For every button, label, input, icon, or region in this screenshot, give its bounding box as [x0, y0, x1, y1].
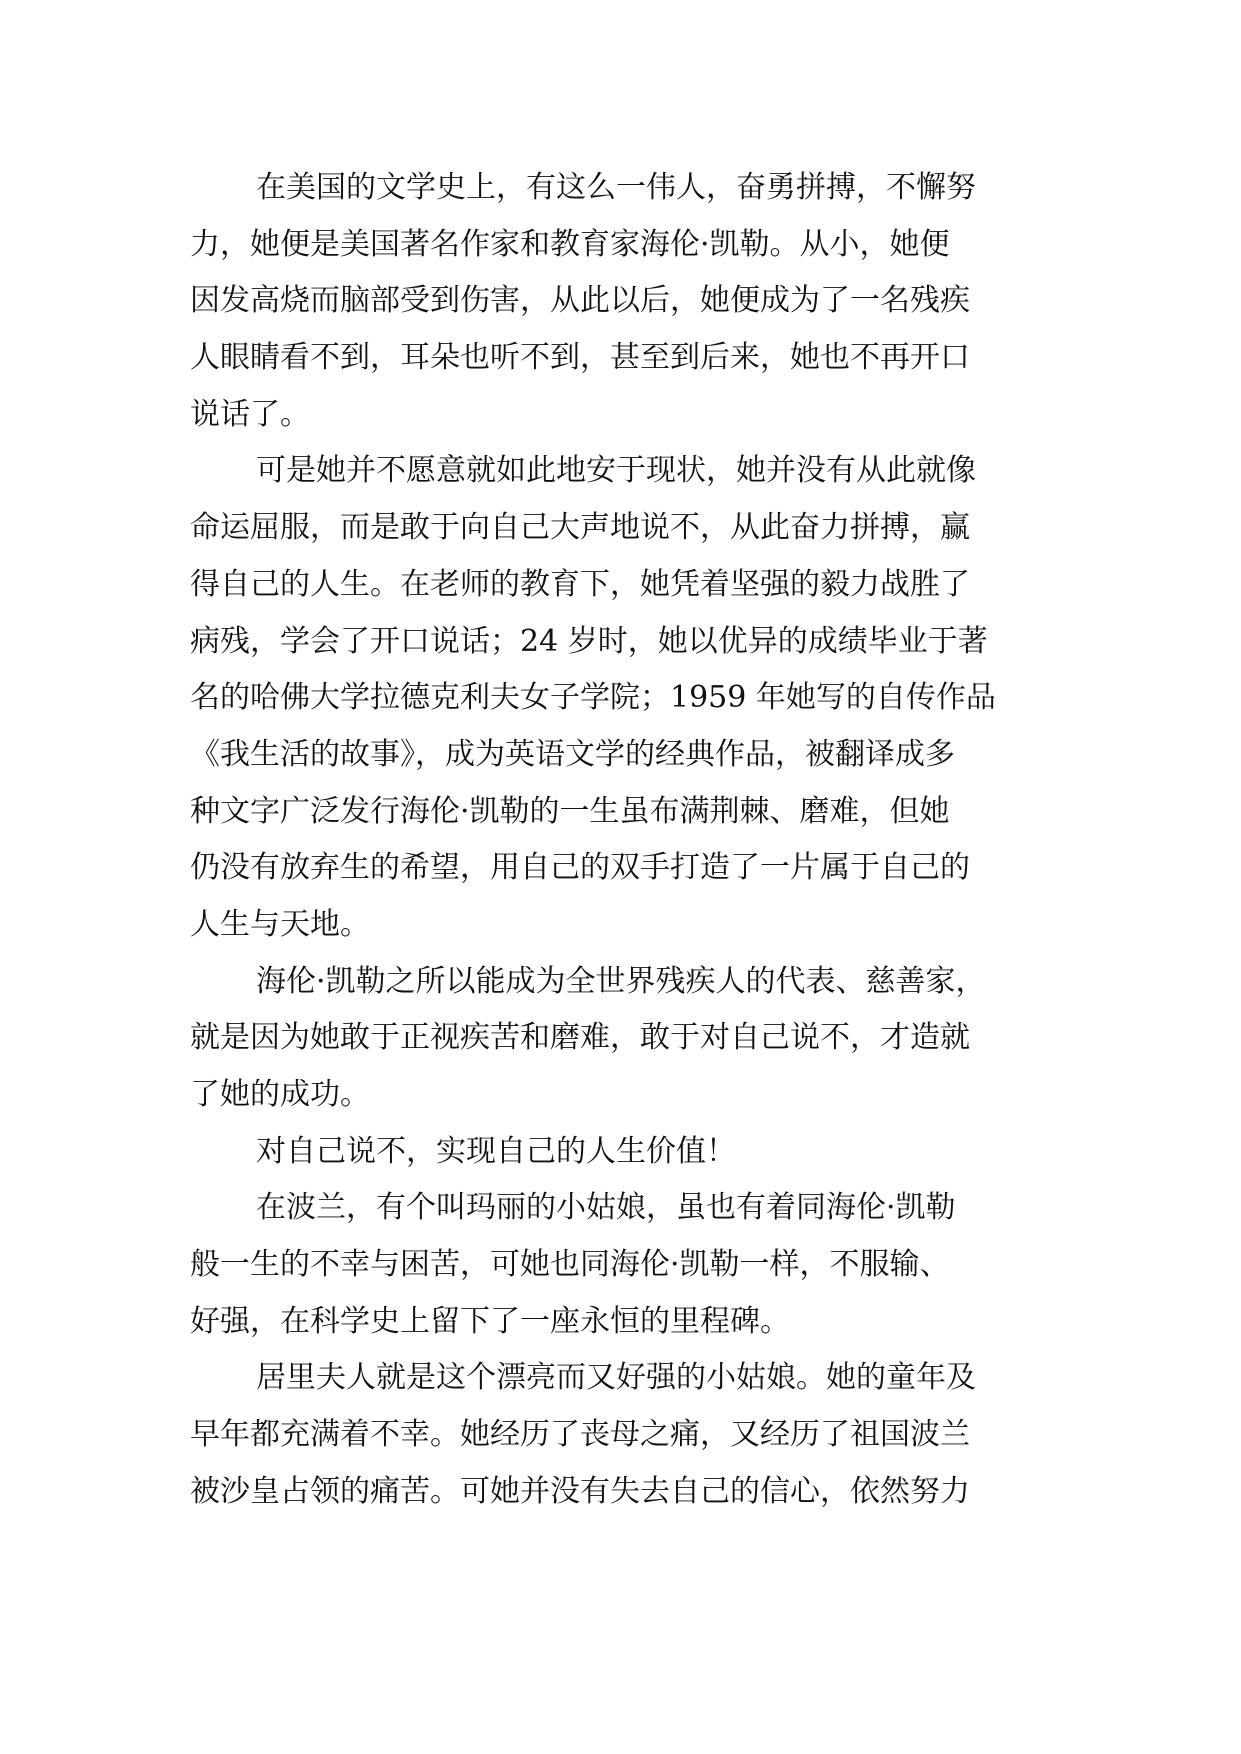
text-line: 就是因为她敢于正视疾苦和磨难，敢于对自己说不，才造就 [190, 1020, 970, 1056]
text-line: 好强，在科学史上留下了一座永恒的里程碑。 [190, 1303, 790, 1339]
text-line: 居里夫人就是这个漂亮而又好强的小姑娘。她的童年及 [256, 1360, 976, 1396]
text-line: 可是她并不愿意就如此地安于现状，她并没有从此就像 [256, 453, 976, 489]
text-line: 对自己说不，实现自己的人生价值！ [256, 1133, 736, 1169]
text-line: 因发高烧而脑部受到伤害，从此以后，她便成为了一名残疾 [190, 283, 970, 319]
text-line: 得自己的人生。在老师的教育下，她凭着坚强的毅力战胜了 [190, 566, 970, 602]
text-line: 说话了。 [190, 396, 310, 432]
text-line: 种文字广泛发行海伦·凯勒的一生虽布满荆棘、磨难，但她 [190, 793, 950, 829]
text-line: 《我生活的故事》，成为英语文学的经典作品，被翻译成多 [190, 736, 955, 772]
text-line: 人生与天地。 [190, 906, 370, 942]
text-line: 仍没有放弃生的希望，用自己的双手打造了一片属于自己的 [190, 850, 970, 886]
text-line: 命运屈服，而是敢于向自己大声地说不，从此奋力拼搏，赢 [190, 510, 970, 546]
text-line: 在波兰，有个叫玛丽的小姑娘，虽也有着同海伦·凯勒 [256, 1190, 956, 1226]
text-line: 人眼睛看不到，耳朵也听不到，甚至到后来，她也不再开口 [190, 340, 970, 376]
text-line: 病残，学会了开口说话；24 岁时，她以优异的成绩毕业于著 [190, 623, 988, 659]
text-line: 被沙皇占领的痛苦。可她并没有失去自己的信心，依然努力 [190, 1473, 970, 1509]
text-line: 在美国的文学史上，有这么一伟人，奋勇拼搏，不懈努 [256, 170, 976, 205]
text-line: 般一生的不幸与困苦，可她也同海伦·凯勒一样，不服输、 [190, 1247, 950, 1283]
text-line: 了她的成功。 [190, 1077, 370, 1112]
text-line: 力，她便是美国著名作家和教育家海伦·凯勒。从小，她便 [190, 226, 950, 262]
text-line: 早年都充满着不幸。她经历了丧母之痛，又经历了祖国波兰 [190, 1417, 970, 1453]
text-line: 海伦·凯勒之所以能成为全世界残疾人的代表、慈善家， [256, 963, 986, 999]
text-line: 名的哈佛大学拉德克利夫女子学院；1959 年她写的自传作品 [190, 680, 996, 716]
document-body [190, 160, 1060, 1521]
